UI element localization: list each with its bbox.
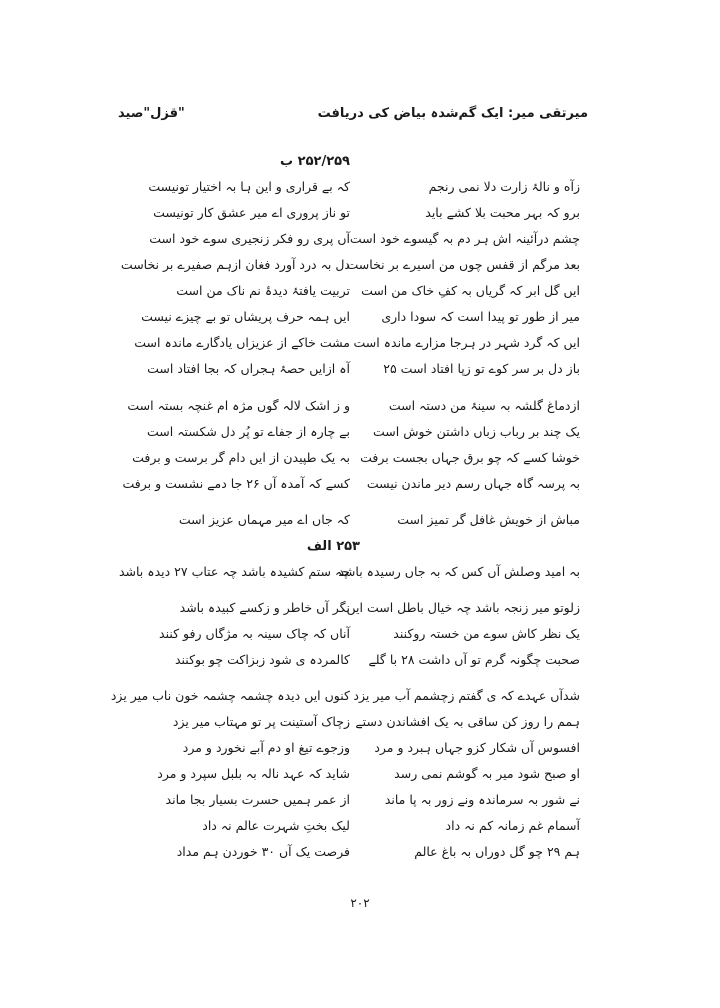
misra-second: وزجوے تیغ او دم آبے نخورد و مرد bbox=[182, 740, 350, 755]
verse-line bbox=[140, 766, 580, 790]
misra-second: لیک بختِ شہرت عالم نہ داد bbox=[202, 818, 350, 833]
section-marker: ۲۵۳ الف bbox=[306, 539, 360, 554]
misra-second: و ز اشک لالہ گوں مژہ ام غنچہ بستہ است bbox=[127, 398, 350, 413]
verse-line bbox=[140, 740, 580, 764]
misra-first: ہمم را روز کن ساقی بہ یک افشاندن دستے bbox=[355, 714, 580, 729]
misra-first: افسوس آں شکار کزو جہاں ہبرد و مرد bbox=[374, 740, 580, 755]
verse-line bbox=[140, 205, 580, 229]
misra-second: آہ ازایں حصۂ ہجراں کہ بجا افتاد است bbox=[147, 361, 350, 376]
misra-second: کالمردہ ی شود زبزاکت چو بوکنند bbox=[174, 652, 350, 667]
misra-first: یک نظر کاش سوے من خستہ روکنند bbox=[393, 626, 580, 641]
misra-second: نگر آں خاطر و زکسے کبیدہ باشد bbox=[179, 600, 350, 615]
misra-first: میر از طور تو پیدا است کہ سودا داری bbox=[381, 309, 580, 324]
verse-line bbox=[122, 476, 580, 500]
verse-line bbox=[140, 283, 580, 307]
verse-line bbox=[140, 512, 580, 536]
misra-first: ہم ۲۹ چو گل دوراں بہ باغ عالم bbox=[414, 844, 580, 859]
verse-line bbox=[140, 309, 580, 333]
verse-line bbox=[134, 335, 580, 359]
misra-second: کہ بے قراری و این ہا بہ اختیار تونیست bbox=[148, 179, 350, 194]
misra-first: صحبت چگونہ گرم تو آں داشت ۲۸ با گلے bbox=[368, 652, 580, 667]
misra-first: باز دل بر سر کوے تو زپا افتاد است ۲۵ bbox=[383, 361, 580, 376]
misra-first: چشم درآئینہ اش ہر دم بہ گیسوے خود است bbox=[349, 231, 580, 246]
misra-first: او صبح شود میر بہ گوشم نمی رسد bbox=[394, 766, 580, 781]
misra-first: آسمام غم زمانہ کم نہ داد bbox=[445, 818, 580, 833]
misra-first: یک چند بر رباب زباں داشتن خوش است bbox=[373, 424, 580, 439]
verse-line bbox=[140, 361, 580, 385]
misra-second: بے چارہ از جفاے تو پُر دل شکستہ است bbox=[147, 424, 350, 439]
verse-line bbox=[118, 564, 580, 588]
misra-second: کہ جاں اے میر مہماں عزیز است bbox=[178, 512, 350, 527]
misra-first: بعد مرگم از قفس چوں من اسیرے بر نخاست bbox=[346, 257, 580, 272]
running-header bbox=[118, 106, 588, 128]
verse-line bbox=[120, 257, 580, 281]
page-number: ۲۰۲ bbox=[350, 896, 370, 910]
verse-line bbox=[140, 714, 580, 738]
verse-line bbox=[140, 424, 580, 448]
verse-line bbox=[140, 652, 580, 676]
misra-first: خوشا کسے کہ چو برق جہاں بجست برفت bbox=[360, 450, 580, 465]
misra-second: فرصت یک آں ۳۰ خوردن ہم مداد bbox=[176, 844, 350, 859]
misra-first: شدآں عہدے کہ ی گفتم زچشمم آب میر یزد bbox=[353, 688, 580, 703]
misra-second: دل بہ درد آورد فغان ازہم صفیرے بر نخاست bbox=[120, 257, 350, 272]
misra-first: بہ پرسہ گاہ جہاں رسم دیر ماندن نیست bbox=[366, 476, 580, 491]
verse-line bbox=[127, 398, 580, 422]
misra-second: چہ ستم کشیدہ باشد چہ عتاب ۲۷ دیدہ باشد bbox=[118, 564, 350, 579]
misra-first: زلوتو میر زنجہ باشد چہ خیال باطل است ایں bbox=[346, 600, 580, 615]
misra-first: ازدماغ گلشہ بہ سینۂ من دستہ است bbox=[388, 398, 580, 413]
misra-first: نے شور بہ سرماندہ ونے زور بہ پا ماند bbox=[384, 792, 580, 807]
misra-second: زچاک آستینت پر تو مہتاب میر یزد bbox=[172, 714, 350, 729]
misra-second: شاید کہ عہد نالہ بہ بلبل سپرد و مرد bbox=[157, 766, 350, 781]
misra-first: ایں گل ابر کہ گریاں بہ کفِ خاک من است bbox=[361, 283, 580, 298]
misra-second: آناں کہ چاک سینہ بہ مژگاں رفو کنند bbox=[159, 626, 350, 641]
misra-first: زآه و نالۂ زارت دلا نمی رنجم bbox=[428, 179, 580, 194]
misra-second: مشت خاکے از عزیزاں یادگارے ماندہ است bbox=[134, 335, 350, 350]
misra-second: کسے کہ آمدہ آں ۲۶ جا دمے نشست و برفت bbox=[122, 476, 350, 491]
verse-line bbox=[140, 179, 580, 203]
misra-second: ایں ہمہ حرف پریشاں تو بے چیزے نیست bbox=[141, 309, 350, 324]
verse-line bbox=[140, 231, 580, 255]
verse-line bbox=[140, 792, 580, 816]
misra-first: برو کہ بہر محبت بلا کشے باید bbox=[425, 205, 580, 220]
misra-second: تو ناز پروری اے میر عشق کار تونیست bbox=[153, 205, 350, 220]
misra-second: بہ یک طپیدن از ایں دام گر برست و برفت bbox=[132, 450, 350, 465]
misra-second: آں پری رو فکر زنجیری سوے خود است bbox=[149, 231, 350, 246]
misra-second: تربیت یافتۂ دیدۂ نم ناک من است bbox=[176, 283, 350, 298]
verse-line bbox=[140, 818, 580, 842]
verse-line bbox=[140, 600, 580, 624]
verse-line bbox=[110, 688, 580, 712]
misra-first: ایں کہ گرد شہر در ہرجا مزارے ماندہ است bbox=[353, 335, 580, 350]
misra-second: از عمر ہمیں حسرت بسیار بجا ماند bbox=[165, 792, 350, 807]
verse-line bbox=[132, 450, 580, 474]
misra-first: مباش از خویش غافل گر تمیز است bbox=[397, 512, 580, 527]
verse-line bbox=[140, 844, 580, 868]
verse-line bbox=[140, 626, 580, 650]
header-left-title: قزل‌"صید" bbox=[118, 106, 185, 121]
misra-second: کنوں ایں دیدہ چشمہ چشمہ خون ناب میر یزد bbox=[110, 688, 350, 703]
section-marker: ۲۵۲/۲۵۹ ب bbox=[280, 154, 350, 169]
header-right-title: میرتقی میر: ایک گم‌شدہ بیاض کی دریافت bbox=[317, 106, 588, 121]
misra-first: بہ امید وصلش آں کس کہ بہ جاں رسیدہ باشد bbox=[338, 564, 580, 579]
